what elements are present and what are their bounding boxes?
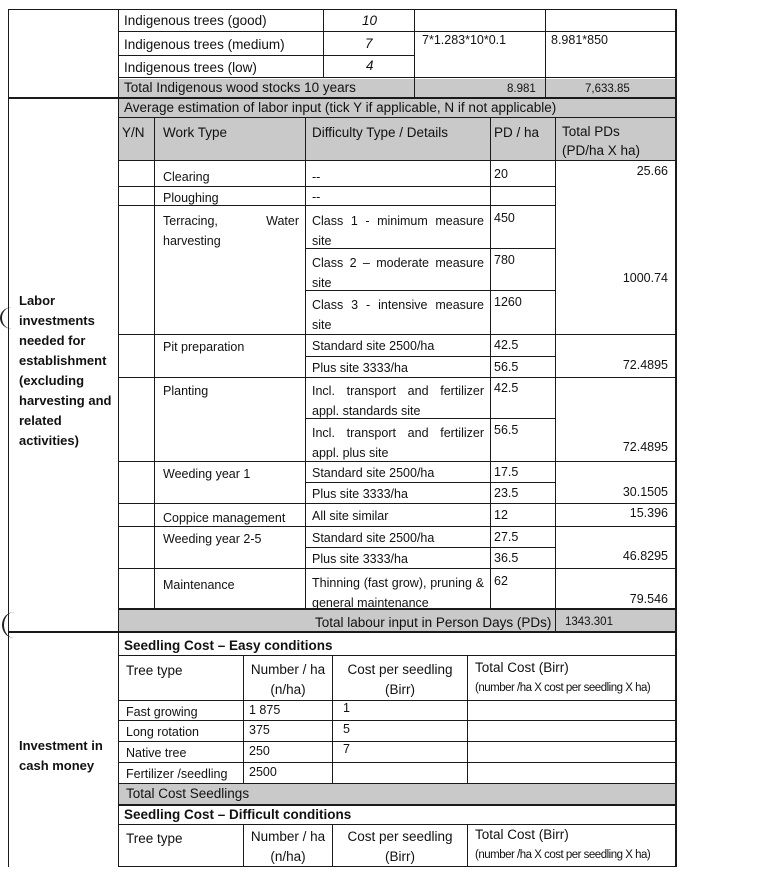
seedling-type: Long rotation xyxy=(126,725,199,739)
seedling-number: 375 xyxy=(249,723,270,737)
labor-detail: Thinning (fast grow), pruning & general maintenance xyxy=(312,576,484,610)
labor-pd: 42.5 xyxy=(494,338,519,352)
seedling-col-cost-2: (Birr) xyxy=(385,849,415,864)
labor-pd: 62 xyxy=(494,574,508,588)
binding-mark-bottom xyxy=(2,612,26,638)
labor-work-weeding-year-2-5: Weeding year 2-5 xyxy=(163,532,262,546)
investment-section-label: Investment in cash money xyxy=(19,738,103,773)
seedling-col-total-1: Total Cost (Birr) xyxy=(475,660,569,675)
labor-total: 1000.74 xyxy=(622,271,668,285)
seedling-total-cost-label: Total Cost Seedlings xyxy=(126,786,250,801)
labor-pd: 780 xyxy=(494,253,515,267)
seedling-number: 2500 xyxy=(249,765,277,779)
labor-work-clearing: Clearing xyxy=(163,170,210,184)
seedling-col-number-1: Number / ha xyxy=(250,662,326,677)
labor-pd: 20 xyxy=(494,167,508,181)
wood-row-good-label: Indigenous trees (good) xyxy=(124,13,267,28)
labor-pd: 42.5 xyxy=(494,381,519,395)
labor-detail: -- xyxy=(312,190,321,204)
wood-row-good-value: 10 xyxy=(362,13,378,28)
labor-pd: 36.5 xyxy=(494,551,519,565)
wood-total-label: Total Indigenous wood stocks 10 years xyxy=(124,80,356,95)
wood-formula-1: 7*1.283*10*0.1 xyxy=(422,33,507,47)
labor-detail: -- xyxy=(312,170,321,184)
seedling-col-total-1: Total Cost (Birr) xyxy=(475,827,569,842)
labor-pd: 23.5 xyxy=(494,486,519,500)
seedling-col-tree-type: Tree type xyxy=(126,831,183,846)
labor-total: 25.66 xyxy=(636,164,668,178)
seedling-number: 250 xyxy=(249,744,270,758)
wood-row-medium-value: 7 xyxy=(365,36,373,51)
labor-work-terracing: Terracing, Water harvesting xyxy=(163,214,299,248)
wood-row-medium-label: Indigenous trees (medium) xyxy=(124,37,285,52)
labor-total: 46.8295 xyxy=(622,549,668,563)
seedling-col-cost-1: Cost per seedling xyxy=(347,662,453,677)
labor-detail: Standard site 2500/ha xyxy=(312,466,435,480)
labor-section-label: Labor investments needed for establishment (excluding harvesting and related activities) xyxy=(19,293,112,448)
seedling-easy-title: Seedling Cost – Easy conditions xyxy=(124,638,333,653)
labor-pd: 450 xyxy=(494,211,515,225)
labor-total: 15.396 xyxy=(629,506,668,520)
seedling-col-total-2: (number /ha X cost per seedling X ha) xyxy=(475,682,651,694)
labor-work-ploughing: Ploughing xyxy=(163,191,219,205)
seedling-col-total-2: (number /ha X cost per seedling X ha) xyxy=(475,849,651,861)
labor-pd: 17.5 xyxy=(494,465,519,479)
seedling-number: 1 875 xyxy=(249,703,281,717)
labor-detail: Class 3 - intensive measure site xyxy=(312,298,484,332)
labor-detail: Plus site 3333/ha xyxy=(312,361,408,375)
labor-detail: Incl. transport and fertilizer appl. plus site xyxy=(312,426,484,460)
labor-detail: Incl. transport and fertilizer appl. standards site xyxy=(312,384,484,418)
labor-detail: Plus site 3333/ha xyxy=(312,487,408,501)
labor-work-pit-preparation: Pit preparation xyxy=(163,340,245,354)
seedling-col-cost-2: (Birr) xyxy=(385,682,415,697)
labor-col-total-1: Total PDs xyxy=(562,124,620,139)
labor-detail: Standard site 2500/ha xyxy=(312,531,435,545)
labor-total: 72.4895 xyxy=(622,440,668,454)
seedling-cost: 7 xyxy=(343,742,350,756)
labor-col-yn: Y/N xyxy=(122,125,145,140)
labor-pd: 27.5 xyxy=(494,530,519,544)
seedling-cost: 5 xyxy=(343,722,350,736)
labor-col-work-type: Work Type xyxy=(163,125,228,140)
seedling-type: Fertilizer /seedling xyxy=(126,767,228,781)
seedling-col-number-1: Number / ha xyxy=(250,829,326,844)
wood-total-value-1: 8.981 xyxy=(507,83,536,95)
wood-formula-2: 8.981*850 xyxy=(551,33,609,47)
labor-detail: Plus site 3333/ha xyxy=(312,552,408,566)
labor-total-label: Total labour input in Person Days (PDs) xyxy=(315,615,552,630)
seedling-difficult-title: Seedling Cost – Difficult conditions xyxy=(124,807,352,822)
seedling-type: Fast growing xyxy=(126,705,198,719)
seedling-col-number-2: (n/ha) xyxy=(270,682,306,697)
wood-row-low-value: 4 xyxy=(366,58,374,73)
seedling-cost: 1 xyxy=(343,701,350,715)
labor-work-coppice: Coppice management xyxy=(163,511,286,525)
labor-detail: All site similar xyxy=(312,509,389,523)
labor-total: 79.546 xyxy=(629,592,668,606)
labor-detail: Standard site 2500/ha xyxy=(312,339,435,353)
labor-total-value: 1343.301 xyxy=(565,616,613,628)
labor-work-weeding-year-1: Weeding year 1 xyxy=(163,467,251,481)
wood-total-value-2: 7,633.85 xyxy=(585,83,630,95)
seedling-col-tree-type: Tree type xyxy=(126,663,183,678)
seedling-col-cost-1: Cost per seedling xyxy=(347,829,453,844)
labor-intro: Average estimation of labor input (tick Y if applicable, N if not applicable) xyxy=(124,100,557,115)
seedling-col-number-2: (n/ha) xyxy=(270,849,306,864)
labor-total: 30.1505 xyxy=(622,485,668,499)
labor-work-planting: Planting xyxy=(163,384,209,398)
labor-col-total-2: (PD/ha X ha) xyxy=(562,143,641,158)
wood-row-low-label: Indigenous trees (low) xyxy=(124,60,257,75)
labor-detail: Class 2 – moderate measure site xyxy=(312,256,484,290)
labor-work-maintenance: Maintenance xyxy=(163,578,235,592)
labor-col-pd-ha: PD / ha xyxy=(494,125,540,140)
labor-pd: 56.5 xyxy=(494,360,519,374)
labor-total: 72.4895 xyxy=(622,358,668,372)
labor-pd: 1260 xyxy=(494,295,522,309)
labor-col-difficulty: Difficulty Type / Details xyxy=(312,125,449,140)
labor-detail: Class 1 - minimum measure site xyxy=(312,214,484,248)
labor-pd: 12 xyxy=(494,508,508,522)
labor-pd: 56.5 xyxy=(494,423,519,437)
seedling-type: Native tree xyxy=(126,746,187,760)
